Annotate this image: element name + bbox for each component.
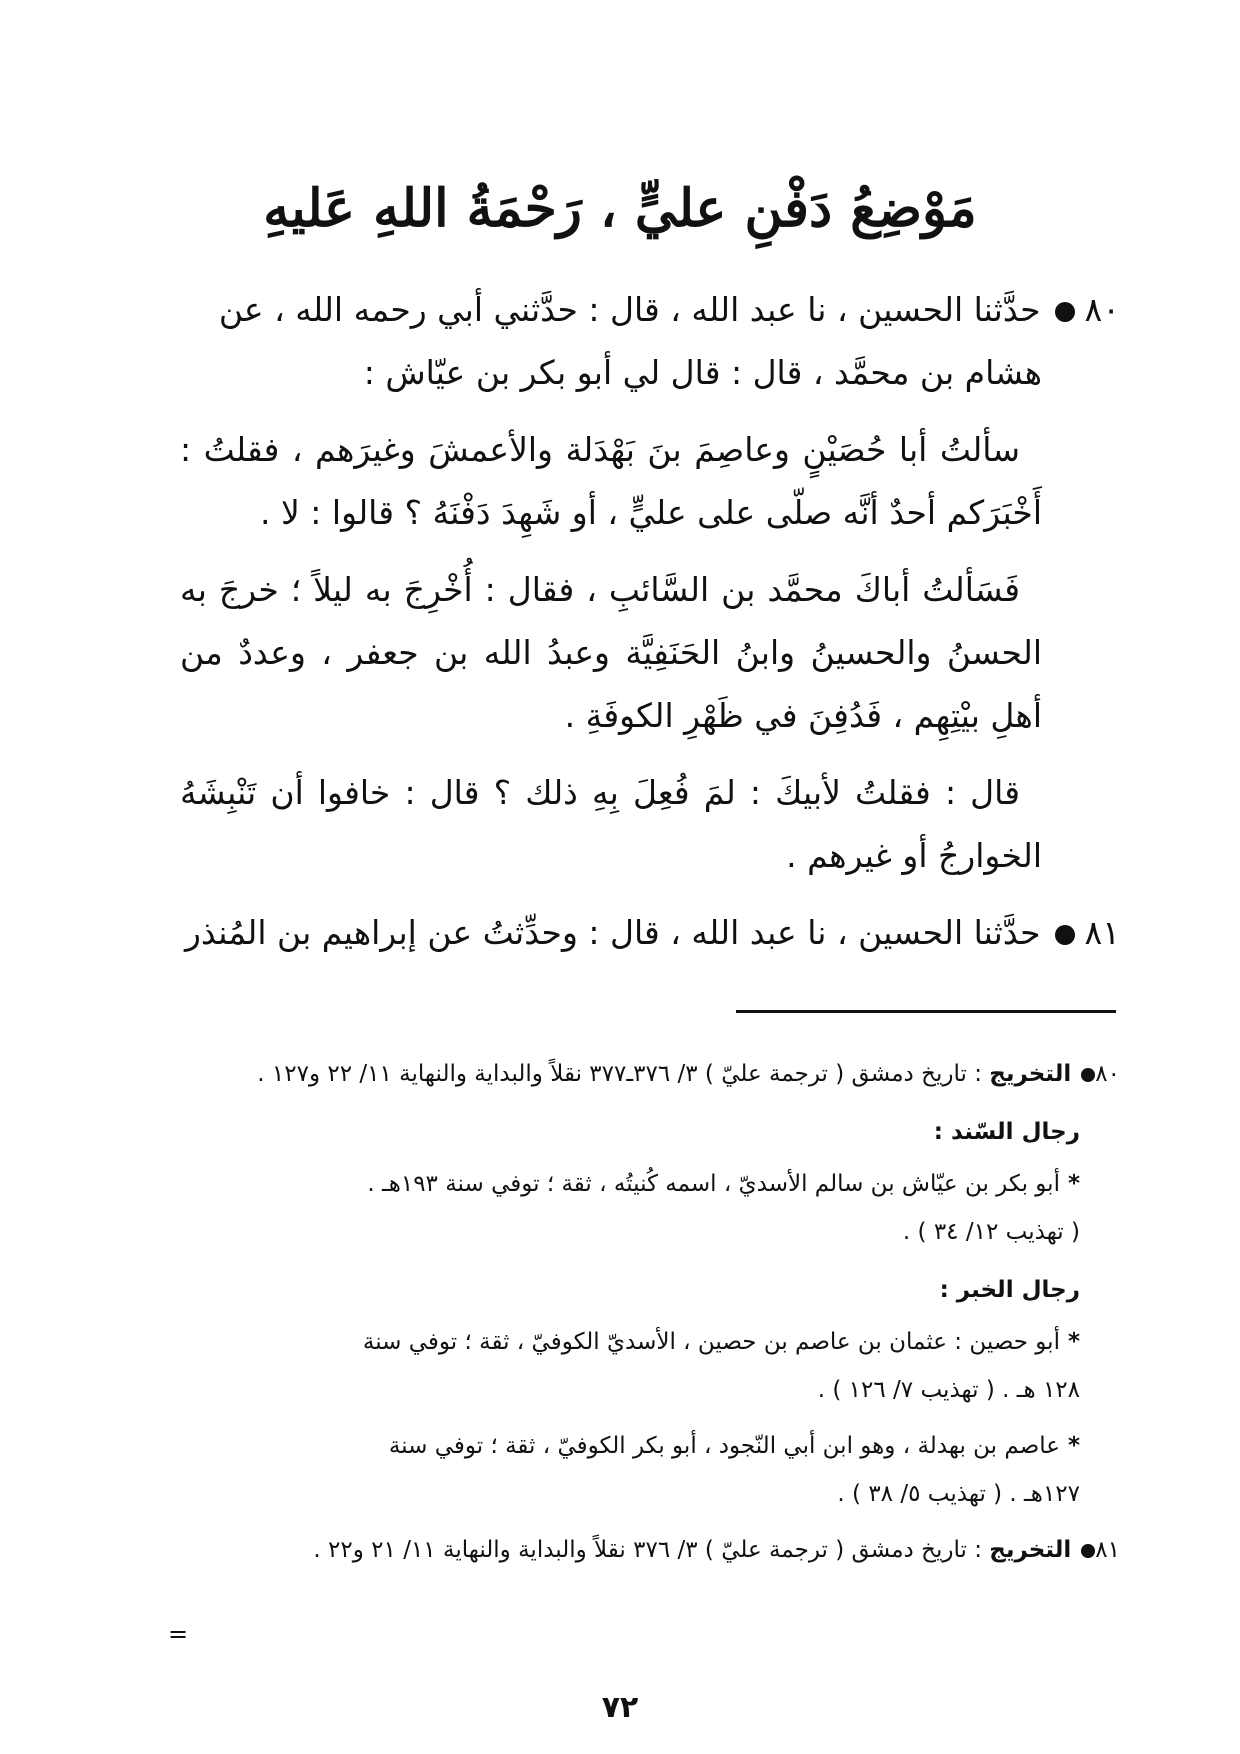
paragraph-1: سألتُ أبا حُصَيْنٍ وعاصِمَ بنَ بَهْدَلة والأعمشَ وغيرَهم ، فقلتُ : أَخْبَرَكم أحدٌ أنَّه صلّى على عليٍّ ، أو شَهِدَ دَفْنَهُ ؟ قالوا : لا . [180, 430, 1042, 532]
entry-line: حدَّثنا الحسين ، نا عبد الله ، قال : وحدِّثتُ عن إبراهيم بن المُنذر [185, 913, 1041, 952]
asterisk-icon: * [1067, 1171, 1080, 1197]
page-title: مَوْضِعُ دَفْنِ عليٍّ ، رَحْمَةُ اللهِ عَليهِ [263, 178, 977, 239]
footnote-number: ٨٠ [1095, 1061, 1120, 1087]
page-number: ٧٢ [601, 1690, 639, 1725]
narrator-text: أبو بكر بن عيّاش بن سالم الأسديّ ، اسمه كُنيتُه ، ثقة ؛ توفي سنة ١٩٣هـ . [367, 1171, 1060, 1197]
narrator-item [180, 1318, 1120, 1366]
narrator-item [180, 1422, 1120, 1470]
entry-81 [180, 901, 1120, 964]
asterisk-icon: * [1067, 1433, 1080, 1459]
khabar-heading: رجال الخبر : [939, 1277, 1080, 1303]
entry-number: ٨١ [1084, 913, 1120, 952]
main-text [180, 278, 1120, 978]
bullet-icon [1055, 302, 1075, 322]
paragraph-3: قال : فقلتُ لأبيكَ : لمَ فُعِلَ بِهِ ذلك ؟ قال : خافوا أن تَنْبِشَهُ الخوارجُ أو غيرهم . [180, 773, 1042, 875]
bullet-icon [1055, 925, 1075, 945]
footnote-text: : تاريخ دمشق ( ترجمة عليّ ) ٣/ ٣٧٦ـ٣٧٧ نقلاً والبداية والنهاية ١١/ ٢٢ و١٢٧ . [257, 1061, 982, 1087]
narrator-ref: ( تهذيب ١٢/ ٣٤ ) . [902, 1219, 1080, 1245]
footnotes [180, 1050, 1120, 1582]
entry-number: ٨٠ [1084, 290, 1120, 329]
entry-80 [180, 278, 1120, 404]
narrator-ref: ١٢٧هـ . ( تهذيب ٥/ ٣٨ ) . [837, 1481, 1080, 1507]
footnote-number: ٨١ [1095, 1537, 1120, 1563]
entry-line: حدَّثنا الحسين ، نا عبد الله ، قال : حدَّثني أبي رحمه الله ، عن [218, 290, 1041, 329]
narrator-item [180, 1160, 1120, 1208]
asterisk-icon: * [1067, 1329, 1080, 1355]
paragraph-2: فَسَألتُ أباكَ محمَّد بن السَّائبِ ، فقال : أُخْرِجَ به ليلاً ؛ خرجَ به الحسنُ والحسينُ وابنُ الحَنَفِيَّة وعبدُ الله بن جعفر ، وعددٌ من أهلِ بيْتِهِم ، فَدُفِنَ في ظَهْرِ الكوفَةِ . [180, 570, 1042, 735]
margin-mark: = [168, 1620, 189, 1648]
footnote-label: التخريج [989, 1061, 1072, 1087]
footnote-label: التخريج [989, 1537, 1072, 1563]
footnote-divider [736, 1010, 1116, 1013]
footnote-81 [180, 1526, 1120, 1574]
narrator-text: عاصم بن بهدلة ، وهو ابن أبي النّجود ، أبو بكر الكوفيّ ، ثقة ؛ توفي سنة [388, 1433, 1060, 1459]
bullet-icon [1081, 1544, 1095, 1558]
footnote-80 [180, 1050, 1120, 1098]
sanad-heading: رجال السّند : [933, 1119, 1080, 1145]
narrator-ref: ١٢٨ هـ . ( تهذيب ٧/ ١٢٦ ) . [817, 1377, 1080, 1403]
footnote-text: : تاريخ دمشق ( ترجمة عليّ ) ٣/ ٣٧٦ نقلاً والبداية والنهاية ١١/ ٢١ و٢٢ . [313, 1537, 982, 1563]
narrator-text: أبو حصين : عثمان بن عاصم بن حصين ، الأسديّ الكوفيّ ، ثقة ؛ توفي سنة [362, 1329, 1060, 1355]
bullet-icon [1081, 1068, 1095, 1082]
entry-line: هشام بن محمَّد ، قال : قال لي أبو بكر بن عيّاش : [363, 353, 1042, 392]
